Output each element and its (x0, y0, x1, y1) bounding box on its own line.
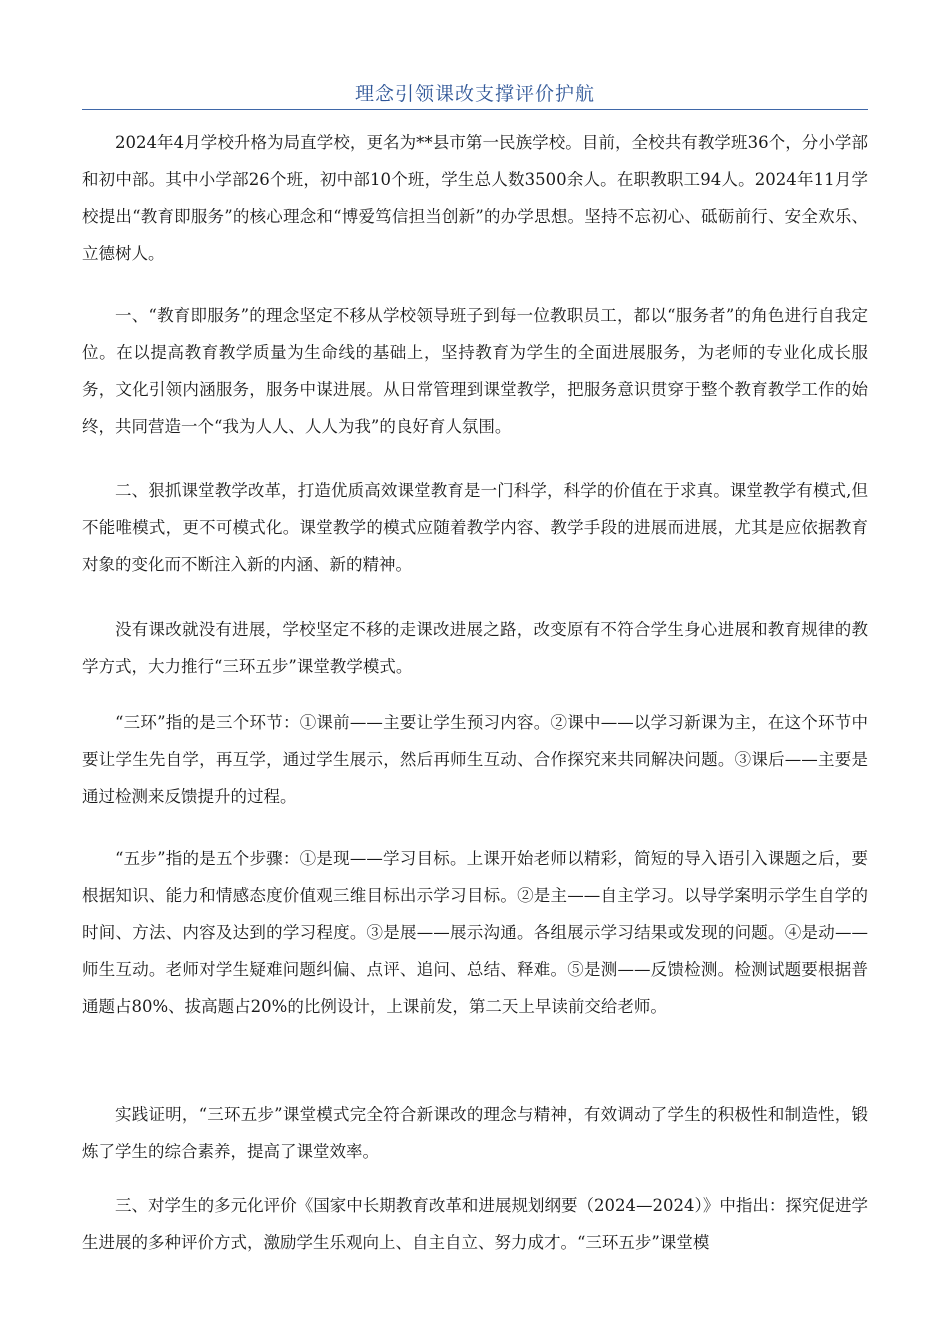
paragraph-five-steps: “五步”指的是五个步骤：①是现——学习目标。上课开始老师以精彩，简短的导入语引入课题之后，要根据知识、能力和情感态度价值观三维目标出示学习目标。②是主——自主学习。以导学案明示学生自学的时间、方法、内容及达到的学习程度。③是展——展示沟通。各组展示学习结果或发现的问题。④是动——师生互动。老师对学生疑难问题纠偏、点评、追问、总结、释难。⑤是测——反馈检测。检测试题要根据普通题占80%、拔高题占20%的比例设计，上课前发，第二天上早读前交给老师。 (82, 849, 868, 1016)
paragraph-three-links: “三环”指的是三个环节：①课前——主要让学生预习内容。②课中——以学习新课为主，在这个环节中要让学生先自学，再互学，通过学生展示，然后再师生互动、合作探究来共同解决问题。③课后——主要是通过检测来反馈提升的过程。 (82, 713, 868, 806)
paragraph-school-overview: 2024年4月学校升格为局直学校，更名为**县市第一民族学校。目前，全校共有教学班36个，分小学部和初中部。其中小学部26个班，初中部10个班，学生总人数3500余人。在职教职工94人。2024年11月学校提出“教育即服务”的核心理念和“博爱笃信担当创新”的办学思想。坚持不忘初心、砥砺前行、安全欢乐、立德树人。 (82, 133, 868, 263)
title-underline (82, 109, 868, 110)
paragraph-curriculum-reform: 没有课改就没有进展，学校坚定不移的走课改进展之路，改变原有不符合学生身心进展和教育规律的教学方式，大力推行“三环五步”课堂教学模式。 (82, 620, 868, 676)
paragraph-section-three: 三、对学生的多元化评价《国家中长期教育改革和进展规划纲要（2024—2024）》中指出：探究促进学生进展的多种评价方式，激励学生乐观向上、自主自立、努力成才。“三环五步”课堂模 (82, 1196, 868, 1252)
document-title: 理念引领课改支撑评价护航 (354, 83, 595, 105)
paragraph-practice-proof: 实践证明，“三环五步”课堂模式完全符合新课改的理念与精神，有效调动了学生的积极性和制造性，锻炼了学生的综合素养，提高了课堂效率。 (82, 1105, 868, 1161)
paragraph-section-two: 二、狠抓课堂教学改革，打造优质高效课堂教育是一门科学，科学的价值在于求真。课堂教学有模式,但不能唯模式，更不可模式化。课堂教学的模式应随着教学内容、教学手段的进展而进展，尤其是应依据教育对象的变化而不断注入新的内涵、新的精神。 (82, 481, 868, 574)
paragraph-section-one: 一、“教育即服务”的理念坚定不移从学校领导班子到每一位教职员工，都以“服务者”的角色进行自我定位。在以提高教育教学质量为生命线的基础上，坚持教育为学生的全面进展服务，为老师的专业化成长服务，文化引领内涵服务，服务中谋进展。从日常管理到课堂教学，把服务意识贯穿于整个教育教学工作的始终，共同营造一个“我为人人、人人为我”的良好育人氛围。 (82, 306, 868, 436)
